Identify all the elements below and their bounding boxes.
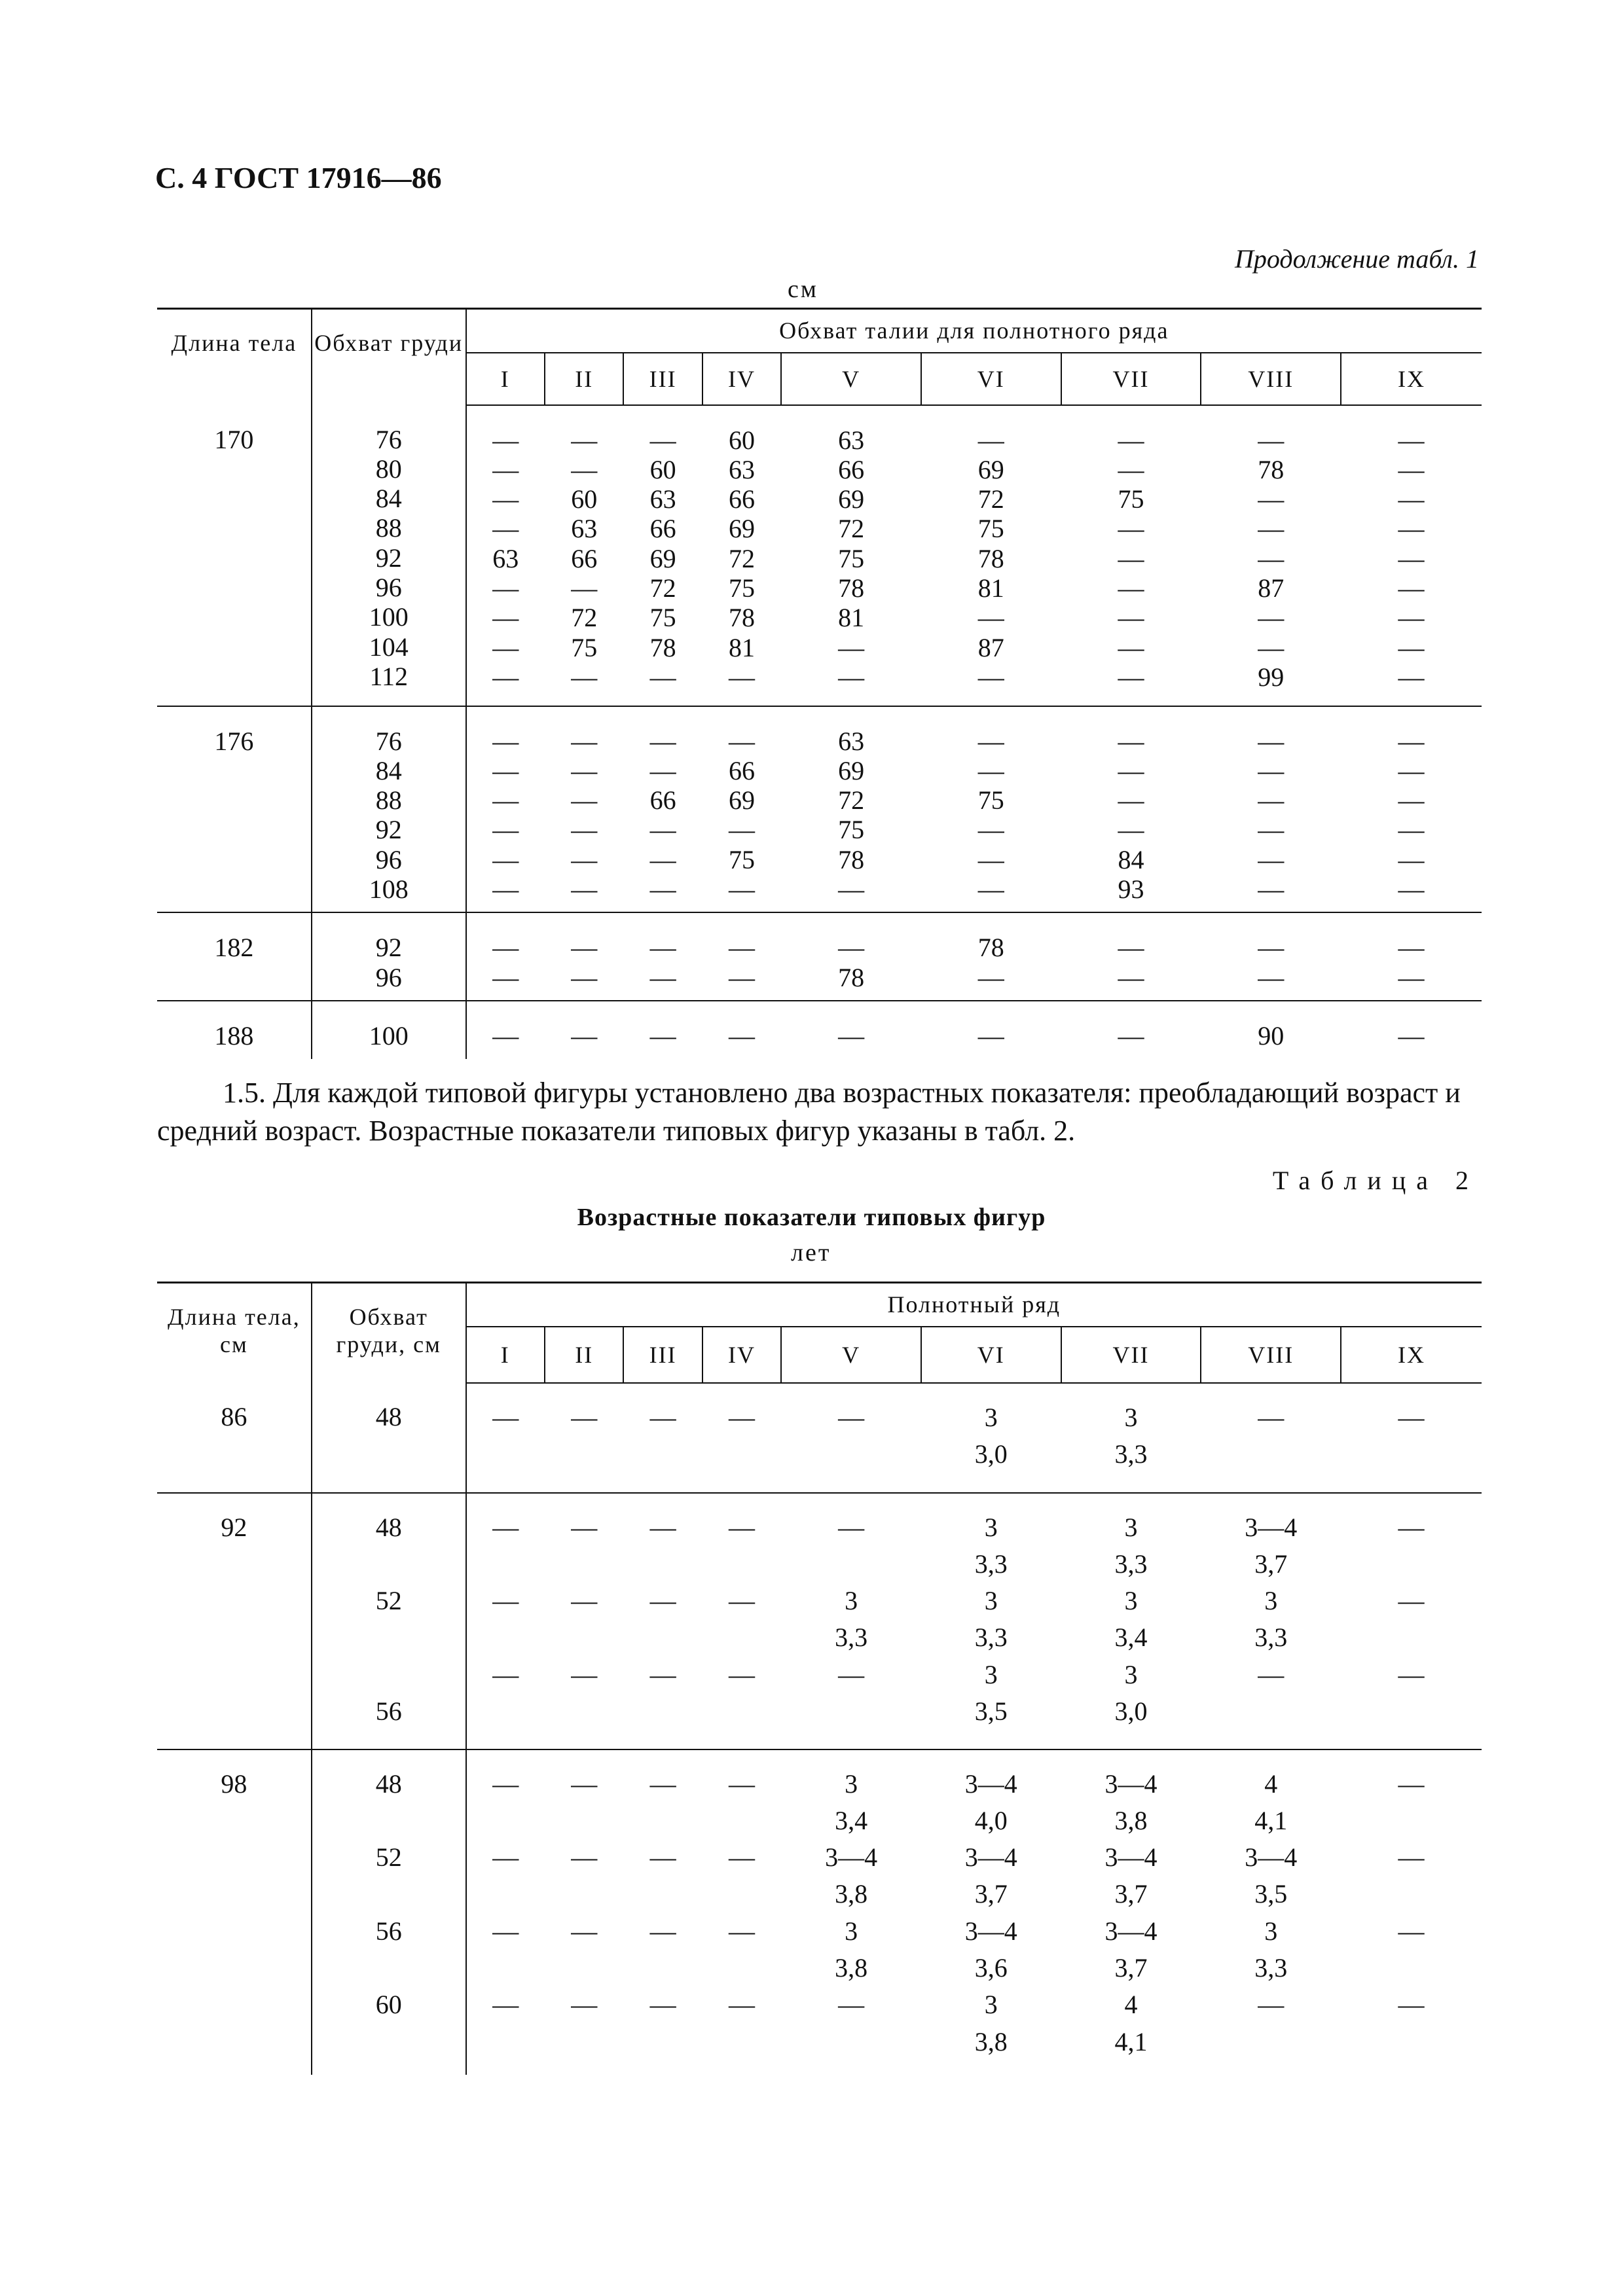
value-column-8: — — <box>1258 933 1285 992</box>
body-length-cell: 188 <box>157 1001 312 1058</box>
value-column-7: — — <box>1118 933 1144 992</box>
header-chest: Обхват груди, см <box>312 1283 466 1383</box>
value-column-7: — — 75 — — — — — — <box>1118 425 1144 692</box>
body-length-cell: 170 <box>157 405 312 706</box>
table-continuation-label: Продолжение табл. 1 <box>1234 244 1479 274</box>
value-column-4: 60 63 66 69 72 75 78 81 — <box>729 425 756 692</box>
chest-column-cell: 76 80 84 88 92 96 100 104 112 <box>312 405 466 706</box>
roman-header-8: VIII <box>1201 1327 1341 1383</box>
value-column-6: — — 75 — — — <box>977 726 1004 904</box>
value-column-5: — 78 <box>838 933 865 992</box>
value-column-4: — <box>729 1021 756 1051</box>
roman-header-1: I <box>466 1327 545 1383</box>
age-indicators-table <box>157 1282 1482 2075</box>
waist-girth-table <box>157 308 1482 1059</box>
roman-header-6: VI <box>921 353 1061 405</box>
roman-header-3: III <box>623 353 702 405</box>
value-column-4: — — — <box>729 1512 756 1689</box>
roman-header-7: VII <box>1061 1327 1201 1383</box>
value-column-2: — — — <box>571 1512 598 1689</box>
value-column-5: 63 69 72 75 78 — <box>838 726 865 904</box>
value-column-5: — <box>838 1021 865 1051</box>
table-row <box>157 1383 1482 1493</box>
table2-unit: лет <box>791 1239 831 1266</box>
roman-header-2: II <box>545 1327 623 1383</box>
table-row <box>157 1493 1482 1749</box>
value-column-1: — — — — — — <box>492 726 519 904</box>
value-column-6: 78 — <box>977 933 1004 992</box>
value-column-5: 63 66 69 72 75 78 81 — — <box>838 425 865 692</box>
table2-title: Возрастные показатели типовых фигур <box>577 1204 1046 1231</box>
table-row <box>157 706 1482 913</box>
value-column-6: 3 3,0 <box>974 1402 1008 1469</box>
value-column-7: 3 3,3 <box>1114 1402 1148 1469</box>
roman-header-9: IX <box>1341 353 1482 405</box>
table1-unit: см <box>788 276 818 303</box>
value-column-3: — 60 63 66 69 72 75 78 — <box>649 425 676 692</box>
value-column-7: — — — — 84 93 <box>1118 726 1144 904</box>
chest-column-cell: 76 84 88 92 96 108 <box>312 706 466 913</box>
header-fullness-group: Полнотный ряд <box>466 1283 1482 1327</box>
value-column-8: 90 <box>1258 1021 1285 1051</box>
value-column-8: 4 4,1 3—4 3,5 3 3,3 — <box>1245 1768 1298 2020</box>
value-column-8: 3—4 3,7 3 3,3 — <box>1245 1512 1298 1689</box>
header-waist-group: Обхват талии для полнотного ряда <box>466 309 1482 353</box>
paragraph-1-5 <box>157 1074 1480 1150</box>
table-row <box>157 912 1482 1001</box>
roman-header-8: VIII <box>1201 353 1341 405</box>
value-column-2: — <box>571 1402 598 1432</box>
table-row <box>157 1001 1482 1058</box>
value-column-7: 3—4 3,8 3—4 3,7 3—4 3,7 4 4,1 <box>1104 1768 1158 2056</box>
value-column-4: — — — — <box>729 1768 756 2020</box>
value-column-9: — <box>1398 1021 1425 1051</box>
roman-header-1: I <box>466 353 545 405</box>
value-column-3: — <box>649 1402 676 1432</box>
roman-header-7: VII <box>1061 353 1201 405</box>
body-length-cell: 176 <box>157 706 312 913</box>
value-column-4: — — <box>729 933 756 992</box>
body-length-cell: 98 <box>157 1749 312 2075</box>
value-column-7: 3 3,3 3 3,4 3 3,0 <box>1114 1512 1148 1726</box>
value-column-2: — — 60 63 66 — 72 75 — <box>571 425 598 692</box>
value-column-2: — <box>571 1021 598 1051</box>
value-column-9: — — — — <box>1398 1768 1425 2020</box>
value-column-2: — — — — <box>571 1768 598 2020</box>
value-column-6: — <box>977 1021 1004 1051</box>
value-column-9: — — — <box>1398 1512 1425 1689</box>
value-column-9: — <box>1398 1402 1425 1432</box>
value-column-5: — 3 3,3 — <box>835 1512 868 1689</box>
roman-header-6: VI <box>921 1327 1061 1383</box>
value-column-6: — 69 72 75 78 81 — 87 — <box>977 425 1004 692</box>
value-column-1: — <box>492 1021 519 1051</box>
value-column-8: — <box>1258 1402 1285 1432</box>
value-column-1: — — — — <box>492 1768 519 2020</box>
value-column-1: — — <box>492 933 519 992</box>
roman-header-4: IV <box>702 353 781 405</box>
roman-header-2: II <box>545 353 623 405</box>
table-row <box>157 1749 1482 2075</box>
header-length: Длина тела <box>157 309 312 405</box>
value-column-3: — — <box>649 933 676 992</box>
chest-column-cell: 48 <box>312 1383 466 1493</box>
paragraph-text: 1.5. Для каждой типовой фигуры установлено два возрастных показателя: преобладающий возраст и средний возраст. Возрастные показатели типовых фигур указаны в табл. 2. <box>157 1077 1461 1147</box>
header-length: Длина тела, см <box>157 1283 312 1383</box>
body-length-cell: 86 <box>157 1383 312 1493</box>
value-column-1: — — — <box>492 1512 519 1689</box>
chest-column-cell: 92 96 <box>312 912 466 1001</box>
value-column-2: — — <box>571 933 598 992</box>
value-column-3: — — 66 — — — <box>649 726 676 904</box>
value-column-3: — — — — <box>649 1768 676 2020</box>
value-column-5: — <box>838 1402 865 1432</box>
value-column-1: — — — — 63 — — — — <box>492 425 519 692</box>
roman-header-9: IX <box>1341 1327 1482 1383</box>
value-column-6: 3 3,3 3 3,3 3 3,5 <box>974 1512 1008 1726</box>
value-column-9: — — — — — — <box>1398 726 1425 904</box>
chest-column-cell: 48 52 56 60 <box>312 1749 466 2075</box>
table2-label: Таблица 2 <box>1272 1166 1479 1195</box>
value-column-3: — <box>649 1021 676 1051</box>
value-column-2: — — — — — — <box>571 726 598 904</box>
chest-column-cell: 48 52 56 <box>312 1493 466 1749</box>
value-column-8: — — — — — — <box>1258 726 1285 904</box>
roman-header-5: V <box>781 353 921 405</box>
value-column-1: — <box>492 1402 519 1432</box>
roman-header-3: III <box>623 1327 702 1383</box>
body-length-cell: 92 <box>157 1493 312 1749</box>
value-column-4: — 66 69 — 75 — <box>729 726 756 904</box>
value-column-6: 3—4 4,0 3—4 3,7 3—4 3,6 3 3,8 <box>964 1768 1017 2056</box>
chest-column-cell: 100 <box>312 1001 466 1058</box>
value-column-9: — — <box>1398 933 1425 992</box>
body-length-cell: 182 <box>157 912 312 1001</box>
header-chest: Обхват груди <box>312 309 466 405</box>
value-column-3: — — — <box>649 1512 676 1689</box>
page-header: С. 4 ГОСТ 17916—86 <box>155 161 442 194</box>
value-column-8: — 78 — — — 87 — — 99 <box>1258 425 1285 692</box>
roman-header-5: V <box>781 1327 921 1383</box>
roman-header-4: IV <box>702 1327 781 1383</box>
value-column-4: — <box>729 1402 756 1432</box>
table-row <box>157 405 1482 706</box>
value-column-5: 3 3,4 3—4 3,8 3 3,8 — <box>825 1768 878 2020</box>
value-column-7: — <box>1118 1021 1144 1051</box>
value-column-9: — — — — — — — — — <box>1398 425 1425 692</box>
